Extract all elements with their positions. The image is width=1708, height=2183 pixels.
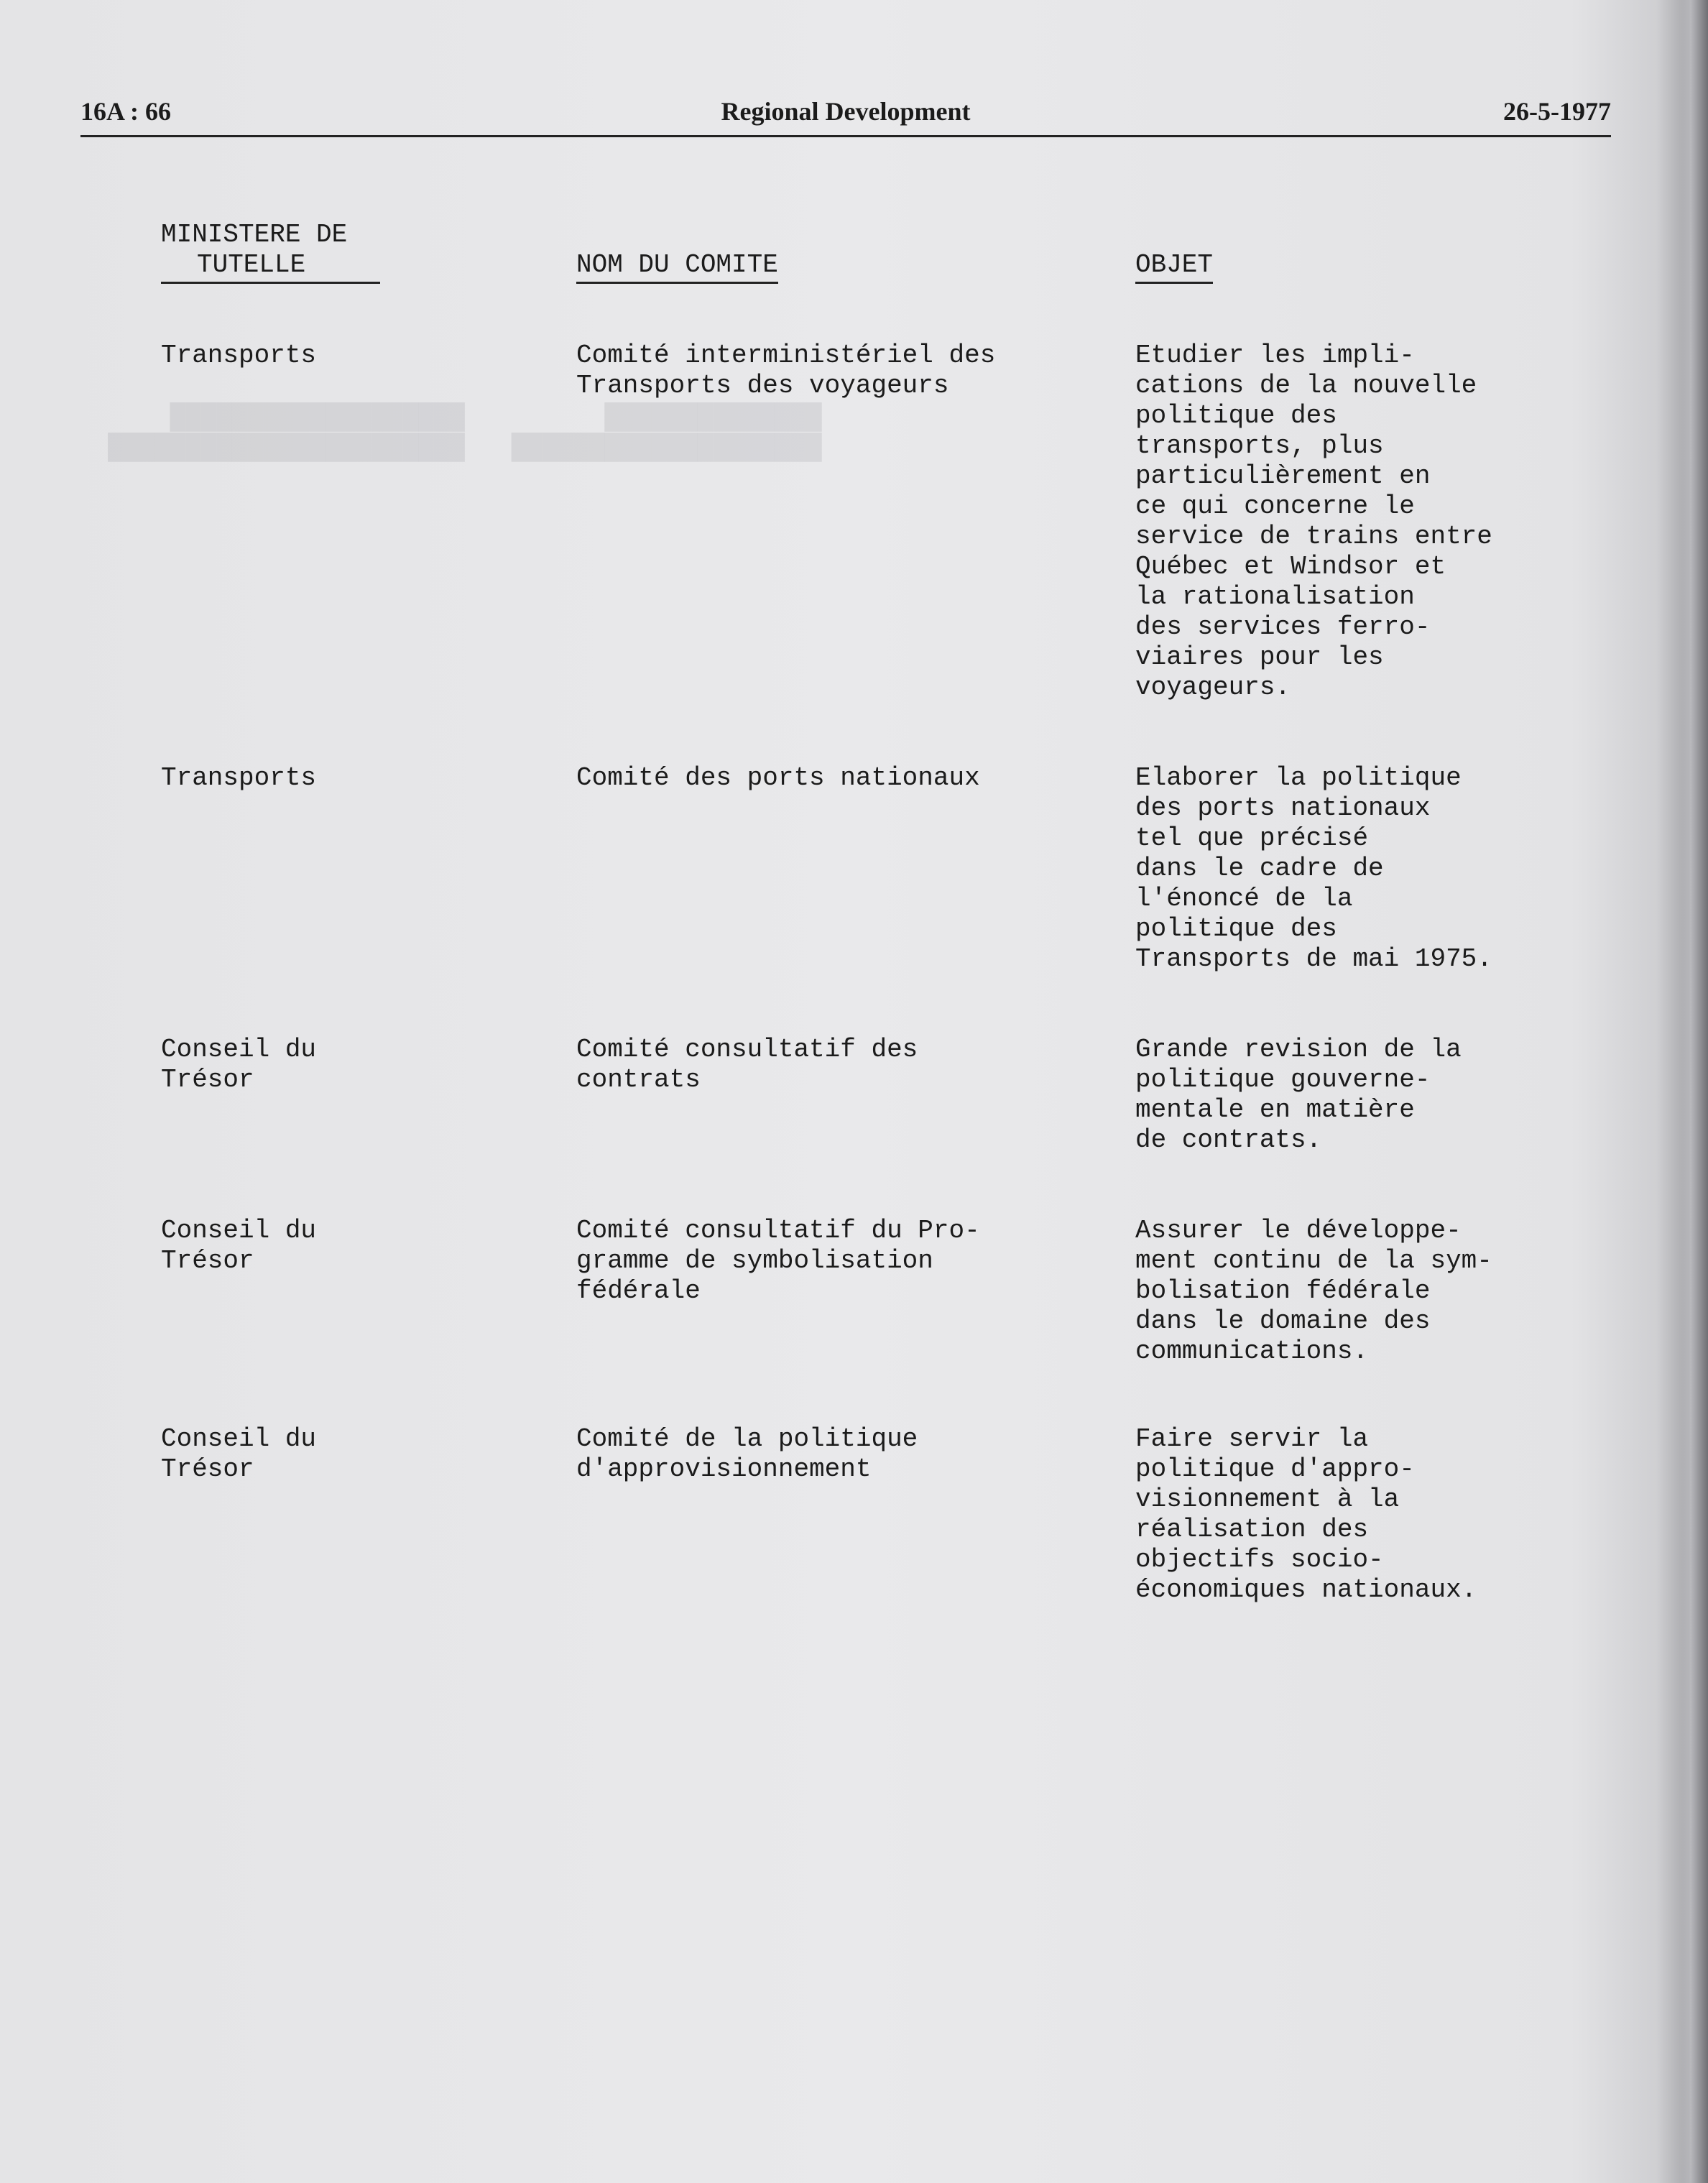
row-5-nom: Comité de la politique d'approvisionnement [576,1424,918,1484]
row-3-objet: Grande revision de la politique gouverne- mentale en matière de contrats. [1135,1035,1462,1155]
row-4-objet: Assurer le développe- ment continu de la sym- bolisation fédérale dans le domaine des communications. [1135,1216,1492,1366]
column-header-objet-label: OBJET [1135,250,1213,284]
row-2-objet: Elaborer la politique des ports nationaux tel que précisé dans le cadre de l'énoncé de la politique des Transports de mai 1975. [1135,763,1492,974]
row-4-nom: Comité consultatif du Pro- gramme de symbolisation fédérale [576,1216,980,1306]
bleed-through-texture: ██████████████ ███████████████████ ████████████████████ ███████████████████████ [108,402,822,462]
row-1-nom: Comité interministériel des Transports des voyageurs [576,341,996,400]
row-5-ministere: Conseil du Trésor [161,1424,332,1484]
row-1-objet: Etudier les impli- cations de la nouvelle politique des transports, plus particulièrement en ce qui concerne le service de trains entre Québec et Windsor et la rationalisation des services ferro- viaires pour les voyageurs. [1135,341,1492,702]
row-5-objet: Faire servir la politique d'appro- visionnement à la réalisation des objectifs socio- économiques nationaux. [1135,1424,1477,1605]
binding-edge-shadow [1679,0,1708,2183]
column-header-nom [576,250,778,284]
column-header-objet [1135,250,1213,284]
row-3-ministere: Conseil du Trésor [161,1035,317,1094]
page-title: Regional Development [721,97,971,126]
column-header-nom-label: NOM DU COMITE [576,250,778,284]
column-header-ministere-line2: TUTELLE [161,250,380,284]
row-2-nom: Comité des ports nationaux [576,763,980,793]
page-date: 26-5-1977 [1503,97,1611,126]
row-4-ministere: Conseil du Trésor [161,1216,332,1275]
row-2-ministere: Transports [161,763,317,793]
page-number: 16A : 66 [80,97,171,126]
row-3-nom: Comité consultatif des contrats [576,1035,918,1094]
column-header-ministere [161,220,380,284]
running-head [80,92,1611,137]
row-1-ministere: Transports [161,341,317,370]
column-header-ministere-line1: MINISTERE DE [161,220,348,249]
